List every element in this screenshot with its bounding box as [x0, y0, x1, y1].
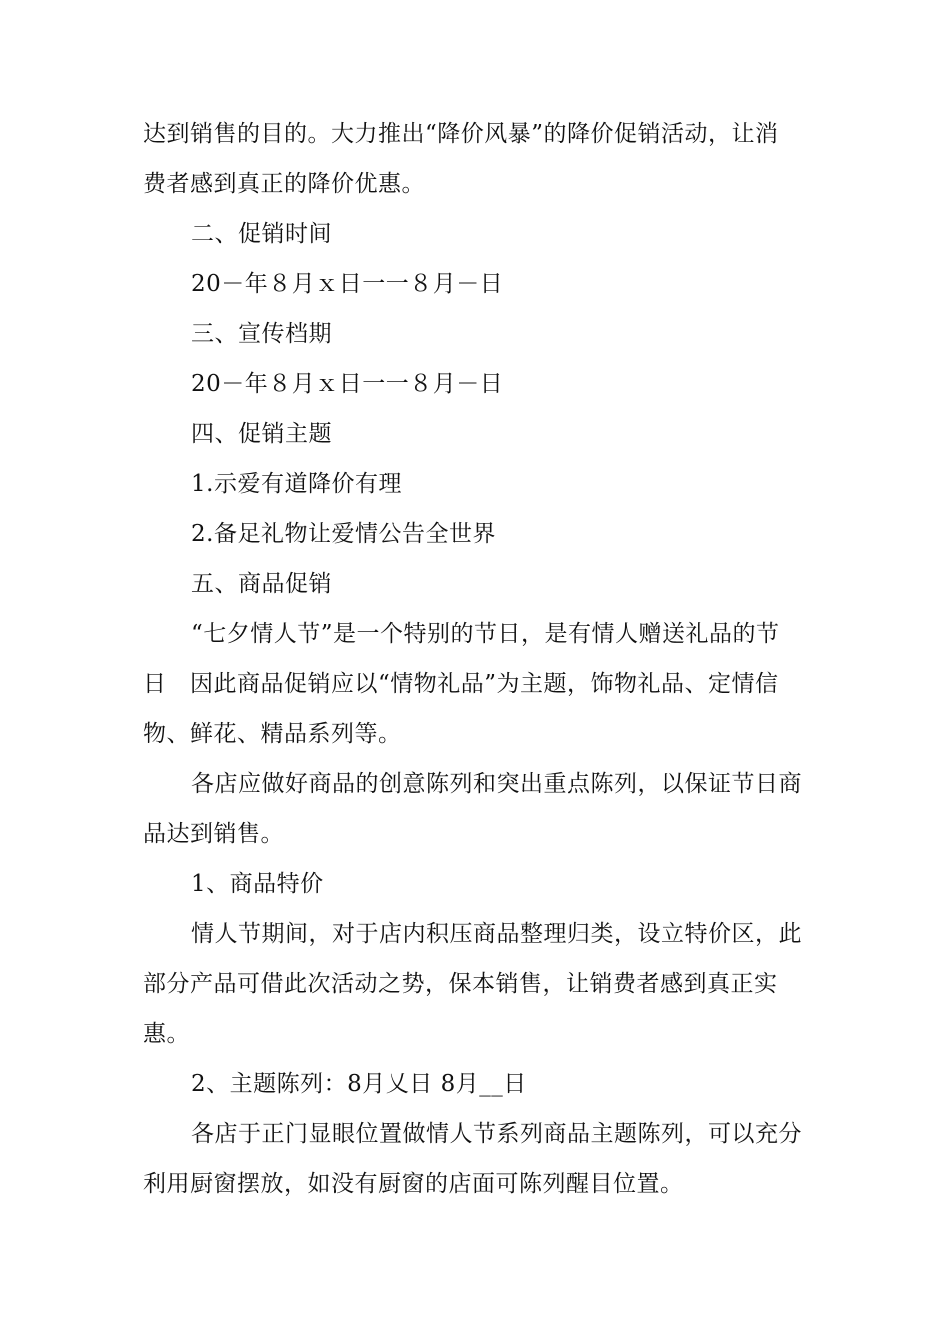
list-item: 1.示爱有道降价有理: [191, 471, 402, 497]
section-heading: 二、促销时间: [191, 221, 332, 247]
paragraph-line: 日 因此商品促销应以“情物礼品”为主题，饰物礼品、定情信: [143, 671, 779, 697]
paragraph-line: 利用厨窗摆放，如没有厨窗的店面可陈列醒目位置。: [143, 1171, 684, 1197]
paragraph-line: 各店应做好商品的创意陈列和突出重点陈列，以保证节日商: [191, 771, 802, 797]
section-heading: 五、商品促销: [191, 571, 332, 597]
paragraph-line: 品达到销售。: [143, 821, 284, 847]
subsection-heading: 2、主题陈列：8月乂日 8月__日: [191, 1071, 527, 1097]
paragraph-line: 惠。: [143, 1021, 190, 1047]
paragraph-line: 费者感到真正的降价优惠。: [143, 171, 425, 197]
list-item: 2.备足礼物让爱情公告全世界: [191, 521, 496, 547]
paragraph-line: 部分产品可借此次活动之势，保本销售，让销费者感到真正实: [143, 971, 778, 997]
paragraph-line: “七夕情人节”是一个特别的节日，是有情人赠送礼品的节: [191, 621, 780, 647]
paragraph-line: 20－年８月ｘ日一一８月－日: [191, 371, 504, 397]
section-heading: 四、促销主题: [191, 421, 332, 447]
paragraph-line: 各店于正门显眼位置做情人节系列商品主题陈列，可以充分: [191, 1121, 802, 1147]
paragraph-line: 达到销售的目的。大力推出“降价风暴”的降价促销活动，让消: [143, 121, 779, 147]
paragraph-line: 20－年８月ｘ日一一８月－日: [191, 271, 504, 297]
subsection-heading: 1、商品特价: [191, 871, 324, 897]
paragraph-line: 物、鲜花、精品系列等。: [143, 721, 402, 747]
paragraph-line: 情人节期间，对于店内积压商品整理归类，设立特价区，此: [191, 921, 802, 947]
section-heading: 三、宣传档期: [191, 321, 332, 347]
